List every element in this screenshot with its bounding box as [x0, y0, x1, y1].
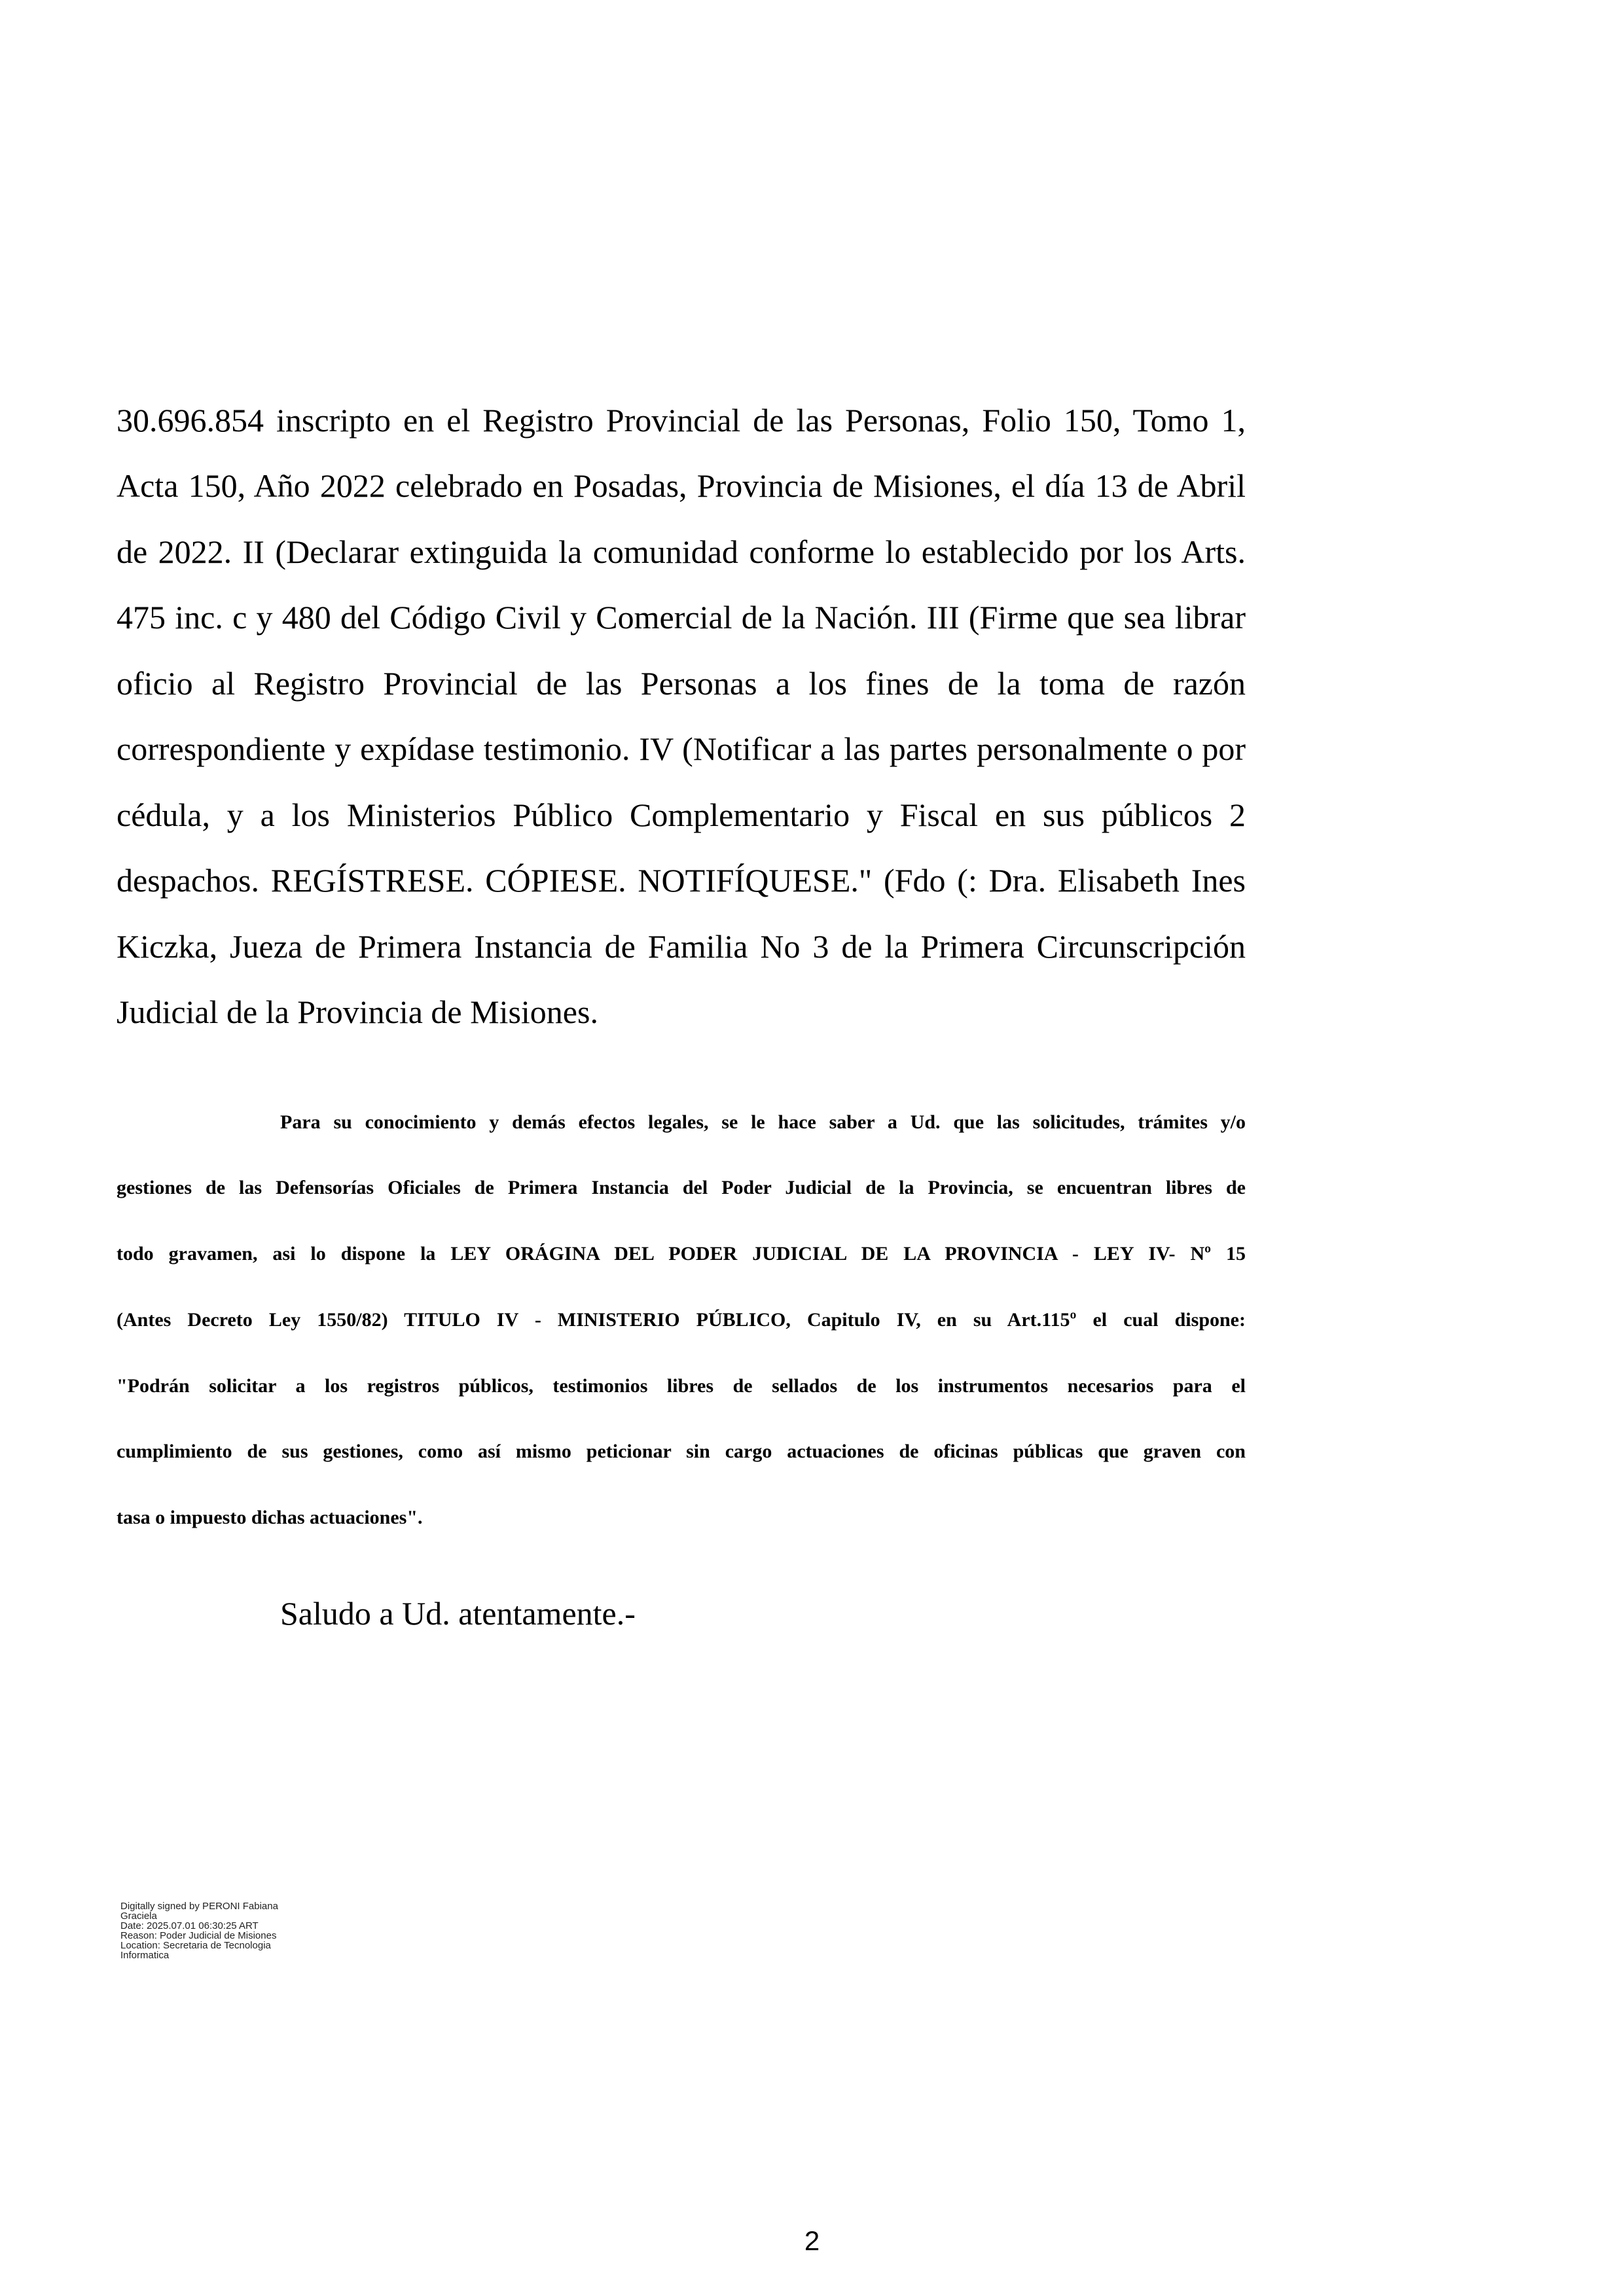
closing-salutation: Saludo a Ud. atentamente.- — [280, 1595, 636, 1632]
body-line: despachos. REGÍSTRESE. CÓPIESE. NOTIFÍQUESE." (Fdo (: Dra. Elisabeth Ines — [117, 862, 1246, 899]
body-line: Acta 150, Año 2022 celebrado en Posadas, Provincia de Misiones, el día 13 de Abril — [117, 467, 1246, 504]
body-line: 30.696.854 inscripto en el Registro Provincial de las Personas, Folio 150, Tomo 1, — [117, 402, 1246, 439]
body-line: cédula, y a los Ministerios Público Complementario y Fiscal en sus públicos 2 — [117, 797, 1246, 833]
body-line: Judicial de la Provincia de Misiones. — [117, 994, 598, 1030]
notice-line: gestiones de las Defensorías Oficiales de Primera Instancia del Poder Judicial de la Provincia, se encuentran libres de — [117, 1177, 1246, 1198]
notice-line: todo gravamen, asi lo dispone la LEY ORÁGINA DEL PODER JUDICIAL DE LA PROVINCIA - LEY IV- Nº 15 — [117, 1243, 1246, 1265]
signature-line: Graciela — [120, 1910, 157, 1922]
digital-signature-block — [120, 1901, 330, 1960]
body-line: correspondiente y expídase testimonio. IV (Notificar a las partes personalmente o por — [117, 730, 1246, 767]
notice-line: "Podrán solicitar a los registros públicos, testimonios libres de sellados de los instrumentos necesarios para el — [117, 1375, 1246, 1397]
body-line: oficio al Registro Provincial de las Personas a los fines de la toma de razón — [117, 665, 1246, 702]
body-line: 475 inc. c y 480 del Código Civil y Comercial de la Nación. III (Firme que sea librar — [117, 599, 1246, 636]
notice-line: Para su conocimiento y demás efectos legales, se le hace saber a Ud. que las solicitudes, trámites y/o — [280, 1111, 1246, 1133]
notice-line: cumplimiento de sus gestiones, como así mismo peticionar sin cargo actuaciones de oficinas públicas que graven con — [117, 1441, 1246, 1462]
signature-line: Informatica — [120, 1950, 170, 1961]
signature-line: Reason: Poder Judicial de Misiones — [120, 1930, 277, 1941]
notice-line: tasa o impuesto dichas actuaciones". — [117, 1507, 423, 1528]
signature-line: Location: Secretaria de Tecnologia — [120, 1940, 271, 1951]
notice-line: (Antes Decreto Ley 1550/82) TITULO IV - MINISTERIO PÚBLICO, Capitulo IV, en su Art.115º el cual dispone: — [117, 1309, 1246, 1331]
page-number: 2 — [804, 2225, 820, 2256]
body-line: de 2022. II (Declarar extinguida la comunidad conforme lo establecido por los Arts. — [117, 533, 1246, 570]
signature-line: Date: 2025.07.01 06:30:25 ART — [120, 1920, 259, 1931]
signature-line: Digitally signed by PERONI Fabiana — [120, 1901, 278, 1912]
body-line: Kiczka, Jueza de Primera Instancia de Familia No 3 de la Primera Circunscripción — [117, 928, 1246, 965]
